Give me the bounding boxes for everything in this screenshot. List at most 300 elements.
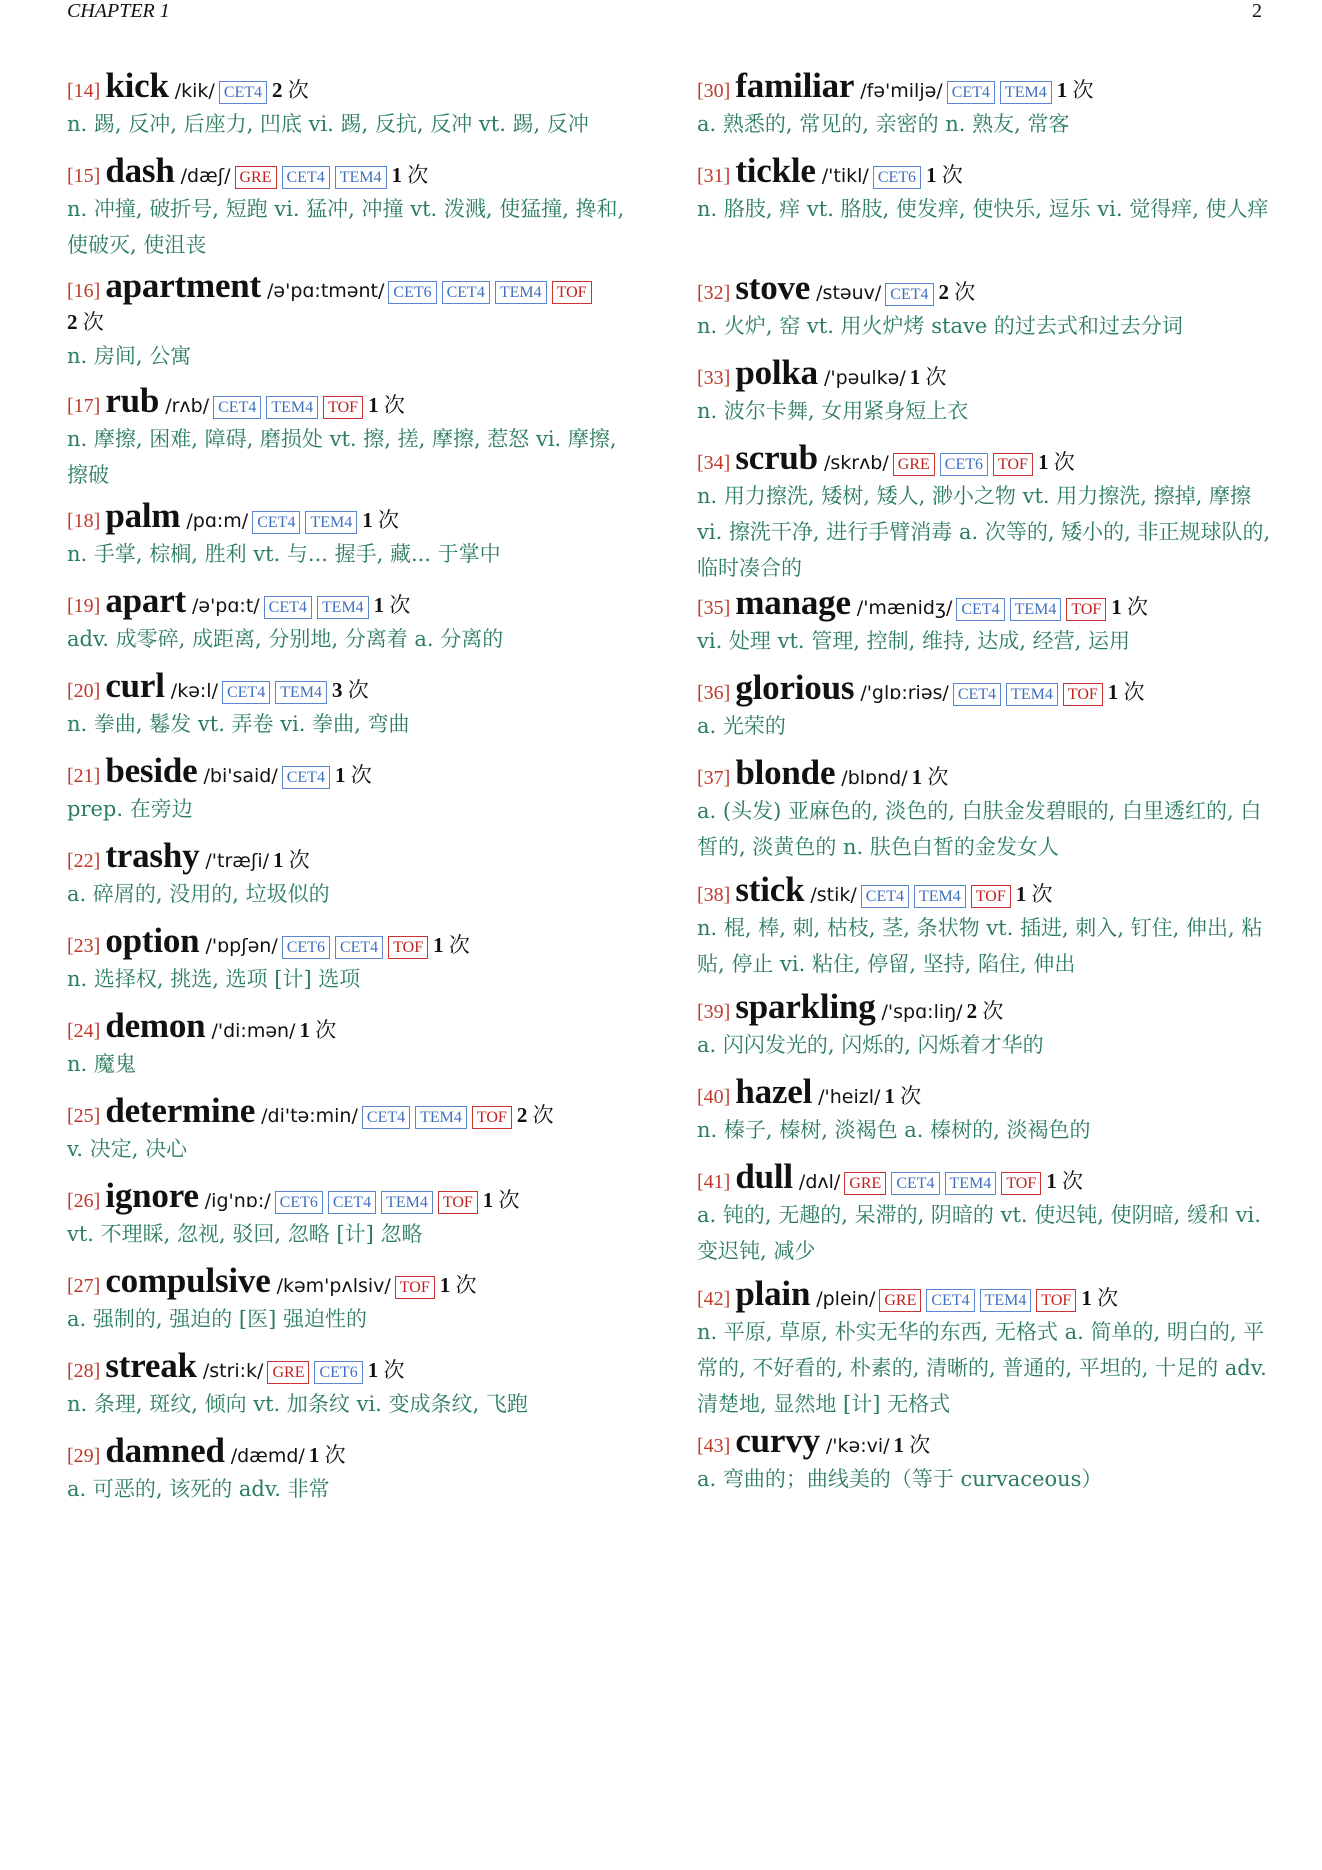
frequency	[332, 674, 369, 704]
entry-index: [31]	[697, 165, 731, 187]
word-entry	[67, 921, 643, 1006]
entry-index: [37]	[697, 767, 731, 789]
exam-tag: CET4	[282, 766, 330, 789]
definition: a. 闪闪发光的, 闪烁的, 闪烁着才华的	[697, 1033, 1044, 1057]
definition: a. 光荣的	[697, 714, 786, 738]
frequency	[67, 306, 643, 336]
headword: tickle	[735, 151, 816, 190]
headword: compulsive	[105, 1261, 271, 1300]
entry-index: [43]	[697, 1435, 731, 1457]
entry-index: [24]	[67, 1020, 101, 1042]
phonetic: /kik/	[174, 80, 215, 102]
exam-tag: GRE	[879, 1289, 921, 1312]
entry-index: [15]	[67, 165, 101, 187]
frequency-unit: 次	[1031, 882, 1053, 906]
frequency-unit: 次	[1053, 450, 1075, 474]
exam-tag: TEM4	[945, 1172, 997, 1195]
frequency	[884, 1080, 921, 1110]
exam-tag: CET4	[956, 598, 1004, 621]
frequency-unit: 次	[82, 310, 104, 334]
headword-line	[67, 581, 643, 619]
headword-line	[697, 268, 1272, 306]
word-entry	[67, 151, 643, 266]
frequency	[912, 761, 949, 791]
definition: a. 碎屑的, 没用的, 垃圾似的	[67, 882, 330, 906]
exam-tag: CET4	[861, 885, 909, 908]
word-entry	[67, 66, 643, 151]
entry-index: [16]	[67, 280, 101, 302]
frequency-count: 2	[272, 78, 283, 102]
frequency-unit: 次	[350, 763, 372, 787]
word-entry	[67, 666, 643, 751]
definition: prep. 在旁边	[67, 797, 193, 821]
frequency	[483, 1184, 520, 1214]
frequency-unit: 次	[909, 1433, 931, 1457]
frequency-unit: 次	[315, 1018, 337, 1042]
phonetic: /stəuv/	[816, 282, 882, 304]
exam-tags	[873, 166, 926, 189]
entry-index: [25]	[67, 1105, 101, 1127]
exam-tag: CET4	[362, 1106, 410, 1129]
frequency-unit: 次	[941, 163, 963, 187]
definition: n. 火炉, 窑 vt. 用火炉烤 stave 的过去式和过去分词	[697, 314, 1183, 338]
word-entry	[697, 1274, 1272, 1421]
exam-tag: CET6	[388, 281, 436, 304]
frequency-unit: 次	[389, 593, 411, 617]
headword: apart	[105, 581, 186, 620]
exam-tag: CET4	[953, 683, 1001, 706]
headword: plain	[735, 1274, 811, 1313]
word-entry	[697, 870, 1272, 987]
exam-tag: TEM4	[980, 1289, 1032, 1312]
frequency-unit: 次	[1127, 595, 1149, 619]
entry-index: [36]	[697, 682, 731, 704]
exam-tags	[213, 396, 368, 419]
headword-line	[697, 987, 1272, 1025]
frequency	[433, 929, 470, 959]
headword-line	[67, 151, 643, 189]
entry-index: [34]	[697, 452, 731, 474]
exam-tags	[219, 81, 272, 104]
headword: determine	[105, 1091, 256, 1130]
exam-tag: CET4	[335, 936, 383, 959]
exam-tag: CET4	[213, 396, 261, 419]
exam-tag: TOF	[323, 396, 363, 419]
entry-index: [38]	[697, 884, 731, 906]
frequency	[374, 589, 411, 619]
exam-tag: TEM4	[415, 1106, 467, 1129]
frequency-count: 1	[439, 1273, 451, 1297]
entry-index: [18]	[67, 510, 101, 532]
exam-tag: GRE	[844, 1172, 886, 1195]
page-number: 2	[1252, 0, 1262, 22]
exam-tag: CET6	[873, 166, 921, 189]
frequency-count: 1	[911, 765, 923, 789]
exam-tags	[264, 596, 374, 619]
definition: n. 平原, 草原, 朴实无华的东西, 无格式 a. 简单的, 明白的, 平常的, 不好看的, 朴素的, 清晰的, 普通的, 平坦的, 十足的 adv. 清楚地, 显然地 [计] 无格式	[697, 1320, 1267, 1416]
headword: palm	[105, 496, 181, 535]
entry-index: [23]	[67, 935, 101, 957]
frequency-count: 1	[1081, 1286, 1092, 1310]
definition: n. 榛子, 榛树, 淡褐色 a. 榛树的, 淡褐色的	[697, 1118, 1091, 1142]
phonetic: /di'tə:min/	[261, 1105, 358, 1127]
phonetic: /stri:k/	[202, 1360, 264, 1382]
exam-tags	[953, 683, 1108, 706]
frequency-count: 1	[909, 365, 921, 389]
frequency-count: 3	[331, 678, 343, 702]
word-entry	[697, 1072, 1272, 1157]
headword-line	[697, 583, 1272, 621]
frequency-unit: 次	[288, 848, 310, 872]
phonetic: /skrʌb/	[823, 452, 889, 474]
exam-tags	[275, 1191, 483, 1214]
frequency-count: 1	[1111, 595, 1122, 619]
word-entry	[67, 381, 643, 496]
exam-tag: TOF	[1063, 683, 1103, 706]
phonetic: /bi'said/	[203, 765, 278, 787]
headword-line	[67, 381, 643, 419]
exam-tag: TOF	[388, 936, 428, 959]
frequency	[1111, 591, 1148, 621]
exam-tag: TEM4	[381, 1191, 433, 1214]
exam-tag: CET4	[926, 1289, 974, 1312]
headword-line	[67, 1006, 643, 1044]
word-entry	[67, 751, 643, 836]
frequency-count: 1	[368, 393, 379, 417]
frequency	[368, 1354, 405, 1384]
exam-tag: CET4	[891, 1172, 939, 1195]
entry-index: [22]	[67, 850, 101, 872]
word-entry	[67, 1431, 643, 1516]
frequency	[368, 389, 405, 419]
word-entry	[697, 987, 1272, 1072]
exam-tags	[282, 936, 433, 959]
phonetic: /ə'pɑ:t/	[191, 595, 260, 617]
frequency-count: 1	[926, 163, 937, 187]
headword: rub	[105, 381, 160, 420]
definition: vt. 不理睬, 忽视, 驳回, 忽略 [计] 忽略	[67, 1222, 423, 1246]
exam-tag: CET4	[885, 283, 933, 306]
headword: curvy	[735, 1421, 820, 1460]
headword-line	[697, 1072, 1272, 1110]
headword-line	[697, 1274, 1272, 1312]
exam-tags	[395, 1276, 440, 1299]
phonetic: /kəm'pʌlsiv/	[276, 1275, 391, 1297]
word-entry	[697, 1157, 1272, 1274]
word-entry	[67, 1091, 643, 1176]
headword: polka	[735, 353, 818, 392]
phonetic: /dʌl/	[798, 1171, 841, 1193]
headword-line	[67, 66, 643, 104]
exam-tag: TEM4	[317, 596, 369, 619]
word-entry	[67, 1006, 643, 1091]
frequency	[273, 844, 310, 874]
definition: n. 用力擦洗, 矮树, 矮人, 渺小之物 vt. 用力擦洗, 擦掉, 摩擦 vi. 擦洗干净, 进行手臂消毒 a. 次等的, 矮小的, 非正规球队的, 临时凑合的	[697, 484, 1271, 580]
entry-index: [29]	[67, 1445, 101, 1467]
frequency-unit: 次	[347, 678, 369, 702]
word-entry	[697, 353, 1272, 438]
exam-tag: CET4	[282, 166, 330, 189]
exam-tag: CET4	[328, 1191, 376, 1214]
phonetic: /dæʃ/	[180, 165, 231, 187]
frequency-unit: 次	[383, 1358, 405, 1382]
exam-tag: CET4	[222, 681, 270, 704]
headword-line	[697, 1421, 1272, 1459]
headword: blonde	[735, 753, 836, 792]
frequency	[1057, 74, 1094, 104]
exam-tag: CET4	[947, 81, 995, 104]
phonetic: /'mænidʒ/	[856, 597, 953, 619]
frequency	[894, 1429, 931, 1459]
headword: apartment	[105, 266, 261, 305]
headword: stove	[735, 268, 811, 307]
frequency	[1081, 1282, 1118, 1312]
phonetic: /'glɒ:riəs/	[860, 682, 949, 704]
headword-line	[697, 1157, 1272, 1195]
phonetic: /'spɑ:liŋ/	[881, 1001, 963, 1023]
exam-tags	[861, 885, 1016, 908]
definition: a. (头发) 亚麻色的, 淡色的, 白肤金发碧眼的, 白里透红的, 白皙的, 淡黄色的 n. 肤色白皙的金发女人	[697, 799, 1262, 859]
frequency	[939, 276, 976, 306]
exam-tag: CET6	[275, 1191, 323, 1214]
exam-tag: TOF	[1066, 598, 1106, 621]
headword: dull	[735, 1157, 793, 1196]
exam-tags	[879, 1289, 1081, 1312]
frequency-count: 1	[1107, 680, 1119, 704]
exam-tag: CET6	[314, 1361, 362, 1384]
frequency	[926, 159, 963, 189]
headword-line	[67, 836, 643, 874]
headword: demon	[105, 1006, 206, 1045]
frequency-count: 2	[516, 1103, 528, 1127]
headword-line	[67, 666, 643, 704]
frequency-count: 1	[482, 1188, 494, 1212]
headword-line	[697, 353, 1272, 391]
frequency	[392, 159, 429, 189]
frequency-count: 1	[334, 763, 346, 787]
frequency-count: 1	[884, 1084, 895, 1108]
exam-tags	[362, 1106, 517, 1129]
word-entry	[67, 581, 643, 666]
word-entry	[67, 266, 643, 381]
headword-line	[67, 266, 643, 304]
headword-line	[67, 921, 643, 959]
headword: damned	[105, 1431, 225, 1470]
headword: familiar	[735, 66, 855, 105]
phonetic: /'kə:vi/	[825, 1435, 890, 1457]
word-entry	[67, 1176, 643, 1261]
exam-tags	[885, 283, 938, 306]
frequency-count: 2	[966, 999, 978, 1023]
headword-line	[67, 1261, 643, 1299]
frequency-unit: 次	[927, 765, 949, 789]
entry-index: [39]	[697, 1001, 731, 1023]
definition: adv. 成零碎, 成距离, 分别地, 分离着 a. 分离的	[67, 627, 504, 651]
headword: scrub	[735, 438, 818, 477]
frequency	[517, 1099, 554, 1129]
entry-index: [33]	[697, 367, 731, 389]
entry-index: [40]	[697, 1086, 731, 1108]
exam-tag: CET4	[442, 281, 490, 304]
frequency-count: 1	[1056, 78, 1068, 102]
definition: n. 手掌, 棕榈, 胜利 vt. 与... 握手, 藏... 于掌中	[67, 542, 501, 566]
definition: n. 房间, 公寓	[67, 344, 192, 368]
frequency	[910, 361, 947, 391]
entry-index: [26]	[67, 1190, 101, 1212]
exam-tags	[388, 281, 596, 304]
frequency-count: 1	[373, 593, 385, 617]
frequency	[967, 995, 1004, 1025]
exam-tag: TEM4	[266, 396, 318, 419]
headword-line	[67, 1176, 643, 1214]
exam-tag: TEM4	[305, 511, 357, 534]
definition: v. 决定, 决心	[67, 1137, 188, 1161]
definition: n. 魔鬼	[67, 1052, 136, 1076]
frequency-count: 1	[362, 508, 373, 532]
word-entry	[67, 1261, 643, 1346]
definition: n. 冲撞, 破折号, 短跑 vi. 猛冲, 冲撞 vt. 泼溅, 使猛撞, 搀和, 使破灭, 使沮丧	[67, 197, 625, 257]
exam-tag: TEM4	[1000, 81, 1052, 104]
frequency-count: 1	[433, 933, 444, 957]
headword-line	[697, 66, 1272, 104]
word-entry	[697, 583, 1272, 668]
headword-line	[67, 751, 643, 789]
word-entry	[697, 151, 1272, 268]
exam-tags	[282, 766, 335, 789]
definition: n. 拳曲, 鬈发 vt. 弄卷 vi. 拳曲, 弯曲	[67, 712, 410, 736]
frequency-unit: 次	[287, 78, 309, 102]
exam-tag: TEM4	[1006, 683, 1058, 706]
phonetic: /plein/	[816, 1288, 876, 1310]
headword-line	[697, 870, 1272, 908]
frequency	[299, 1014, 336, 1044]
exam-tag: TOF	[971, 885, 1011, 908]
phonetic: /blɒnd/	[841, 767, 908, 789]
phonetic: /'pəulkə/	[823, 367, 906, 389]
frequency-unit: 次	[532, 1103, 554, 1127]
exam-tags	[235, 166, 392, 189]
entry-index: [14]	[67, 80, 101, 102]
phonetic: /'ɒpʃən/	[205, 935, 278, 957]
exam-tag: CET4	[219, 81, 267, 104]
frequency	[1016, 878, 1053, 908]
headword-line	[67, 1091, 643, 1129]
frequency-count: 1	[273, 848, 284, 872]
frequency-unit: 次	[954, 280, 976, 304]
definition: n. 波尔卡舞, 女用紧身短上衣	[697, 399, 969, 423]
exam-tags	[956, 598, 1111, 621]
frequency-unit: 次	[1072, 78, 1094, 102]
exam-tag: TOF	[472, 1106, 512, 1129]
exam-tag: TOF	[1001, 1172, 1041, 1195]
frequency-count: 1	[893, 1433, 905, 1457]
frequency-unit: 次	[900, 1084, 922, 1108]
frequency-unit: 次	[1062, 1169, 1083, 1193]
frequency-count: 2	[938, 280, 949, 304]
headword-line	[67, 496, 643, 534]
headword: ignore	[105, 1176, 199, 1215]
frequency	[335, 759, 372, 789]
frequency	[440, 1269, 477, 1299]
frequency-unit: 次	[982, 999, 1004, 1023]
frequency-count: 2	[67, 310, 78, 334]
page-header	[67, 0, 1262, 28]
frequency-unit: 次	[407, 163, 429, 187]
headword: trashy	[105, 836, 200, 875]
entry-index: [27]	[67, 1275, 101, 1297]
exam-tags	[252, 511, 362, 534]
entry-index: [30]	[697, 80, 731, 102]
definition: vi. 处理 vt. 管理, 控制, 维持, 达成, 经营, 运用	[697, 629, 1131, 653]
frequency-count: 1	[308, 1443, 320, 1467]
phonetic: /kə:l/	[170, 680, 218, 702]
exam-tag: TEM4	[1010, 598, 1062, 621]
phonetic: /'tikl/	[821, 165, 869, 187]
exam-tags	[267, 1361, 367, 1384]
frequency-count: 1	[1037, 450, 1049, 474]
exam-tag: TEM4	[275, 681, 327, 704]
exam-tags	[947, 81, 1057, 104]
phonetic: /'træʃi/	[205, 850, 270, 872]
phonetic: /stik/	[810, 884, 857, 906]
exam-tag: TOF	[552, 281, 592, 304]
frequency-unit: 次	[455, 1273, 477, 1297]
word-entry	[697, 66, 1272, 151]
phonetic: /rʌb/	[165, 395, 210, 417]
word-entry	[697, 438, 1272, 583]
entry-index: [42]	[697, 1288, 731, 1310]
definition: n. 胳肢, 痒 vt. 胳肢, 使发痒, 使快乐, 逗乐 vi. 觉得痒, 使人痒	[697, 197, 1269, 221]
entry-index: [28]	[67, 1360, 101, 1382]
exam-tag: TOF	[438, 1191, 478, 1214]
word-entry	[67, 1346, 643, 1431]
headword-line	[697, 151, 1272, 189]
headword: glorious	[735, 668, 855, 707]
left-column	[67, 66, 643, 1516]
headword: beside	[105, 751, 198, 790]
chapter-title: CHAPTER 1	[67, 0, 170, 22]
exam-tag: CET6	[282, 936, 330, 959]
exam-tags	[844, 1172, 1046, 1195]
phonetic: /dæmd/	[230, 1445, 305, 1467]
phonetic: /'di:mən/	[211, 1020, 296, 1042]
phonetic: /fə'miljə/	[860, 80, 943, 102]
exam-tag: GRE	[267, 1361, 309, 1384]
phonetic: /ə'pɑ:tmənt/	[267, 280, 385, 302]
frequency-count: 1	[367, 1358, 379, 1382]
exam-tag: TEM4	[914, 885, 966, 908]
frequency	[272, 74, 309, 104]
definition: a. 钝的, 无趣的, 呆滞的, 阴暗的 vt. 使迟钝, 使阴暗, 缓和 vi. 变迟钝, 减少	[697, 1203, 1261, 1263]
headword: hazel	[735, 1072, 813, 1111]
phonetic: /pɑ:m/	[186, 510, 249, 532]
frequency-unit: 次	[324, 1443, 346, 1467]
frequency-unit: 次	[448, 933, 470, 957]
frequency-count: 1	[391, 163, 402, 187]
exam-tag: CET6	[940, 453, 988, 476]
definition: a. 弯曲的；曲线美的（等于 curvaceous）	[697, 1467, 1103, 1491]
exam-tag: TOF	[993, 453, 1033, 476]
word-entry	[697, 268, 1272, 353]
definition: n. 条理, 斑纹, 倾向 vt. 加条纹 vi. 变成条纹, 飞跑	[67, 1392, 528, 1416]
frequency	[362, 504, 399, 534]
frequency	[1038, 446, 1075, 476]
definition: n. 摩擦, 困难, 障碍, 磨损处 vt. 擦, 搓, 摩擦, 惹怒 vi. 摩擦, 擦破	[67, 427, 617, 487]
exam-tag: TOF	[395, 1276, 435, 1299]
frequency-count: 1	[1046, 1169, 1057, 1193]
definition: n. 选择权, 挑选, 选项 [计] 选项	[67, 967, 361, 991]
frequency-unit: 次	[498, 1188, 520, 1212]
